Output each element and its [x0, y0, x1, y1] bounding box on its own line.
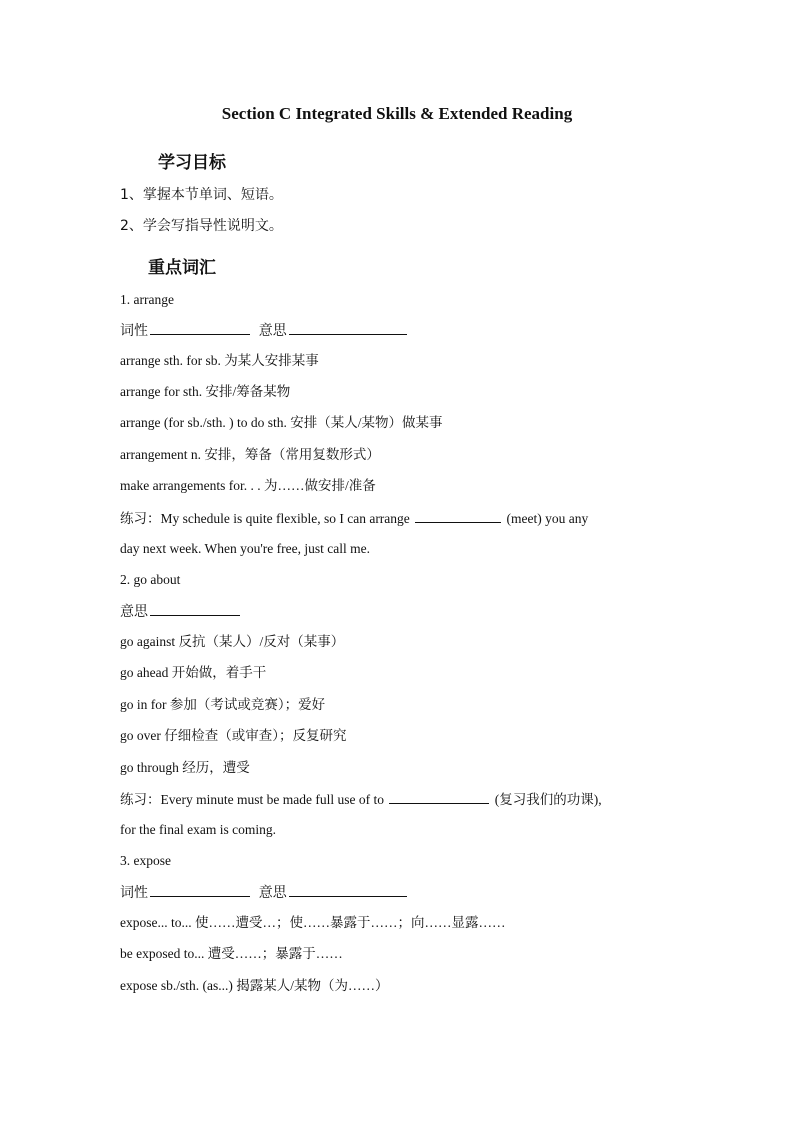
arrange-blanks-row [120, 321, 409, 340]
phrase-line: arrange sth. for sb. 为某人安排某事 [120, 353, 319, 368]
exercise-line-continued: day next week. When you're free, just call me. [120, 541, 370, 556]
pos-blank[interactable] [150, 321, 250, 335]
phrase-line: make arrangements for. . . 为……做安排/准备 [120, 478, 376, 493]
exercise-line-continued: for the final exam is coming. [120, 822, 276, 837]
phrase-line: arrangement n. 安排，筹备（常用复数形式） [120, 447, 380, 462]
go-about-blanks-row [120, 602, 242, 621]
phrase-line: expose sb./sth. (as...) 揭露某人/某物（为……） [120, 978, 389, 993]
document-title: Section C Integrated Skills & Extended Reading [221, 104, 573, 123]
meaning-label: 意思 [258, 885, 287, 901]
meaning-blank[interactable] [289, 883, 407, 897]
pos-label: 词性 [120, 885, 148, 901]
meaning-blank[interactable] [289, 321, 407, 335]
meaning-blank[interactable] [150, 602, 240, 616]
exercise-text-start: 练习：My schedule is quite flexible, so I can arrange [120, 511, 414, 526]
exercise-text-end: (meet) you any [503, 511, 589, 526]
phrase-line: arrange (for sb./sth. ) to do sth. 安排（某人/某物）做某事 [120, 415, 443, 430]
phrase-line: go against 反抗（某人）/反对（某事） [120, 634, 345, 649]
phrase-line: expose... to... 使……遭受…；使……暴露于……；向……显露…… [120, 915, 506, 930]
phrase-line: go ahead 开始做，着手干 [120, 665, 267, 680]
vocab-head-go-about: 2. go about [120, 572, 181, 587]
meaning-label: 意思 [120, 604, 148, 620]
exercise-blank[interactable] [389, 790, 489, 804]
meaning-label: 意思 [258, 323, 287, 339]
goal-item-1: 1、掌握本节单词、短语。 [120, 187, 283, 203]
expose-blanks-row [120, 883, 409, 902]
pos-label: 词性 [120, 323, 148, 339]
exercise-line [120, 509, 588, 528]
exercise-line [120, 790, 602, 809]
heading-key-vocabulary: 重点词汇 [148, 258, 216, 278]
exercise-blank[interactable] [415, 509, 501, 523]
phrase-line: arrange for sth. 安排/筹备某物 [120, 384, 291, 399]
vocab-head-expose: 3. expose [120, 853, 171, 868]
phrase-line: go through 经历，遭受 [120, 760, 250, 775]
vocab-head-arrange: 1. arrange [120, 292, 174, 307]
pos-blank[interactable] [150, 883, 250, 897]
phrase-line: go in for 参加（考试或竞赛）；爱好 [120, 697, 326, 712]
phrase-line: be exposed to... 遭受……；暴露于…… [120, 946, 343, 961]
goal-item-2: 2、学会写指导性说明文。 [120, 218, 283, 234]
exercise-text-start: 练习：Every minute must be made full use of to [120, 792, 388, 807]
heading-learning-goals: 学习目标 [158, 153, 226, 173]
phrase-line: go over 仔细检查（或审查）；反复研究 [120, 728, 347, 743]
exercise-text-end: (复习我们的功课), [491, 792, 602, 807]
